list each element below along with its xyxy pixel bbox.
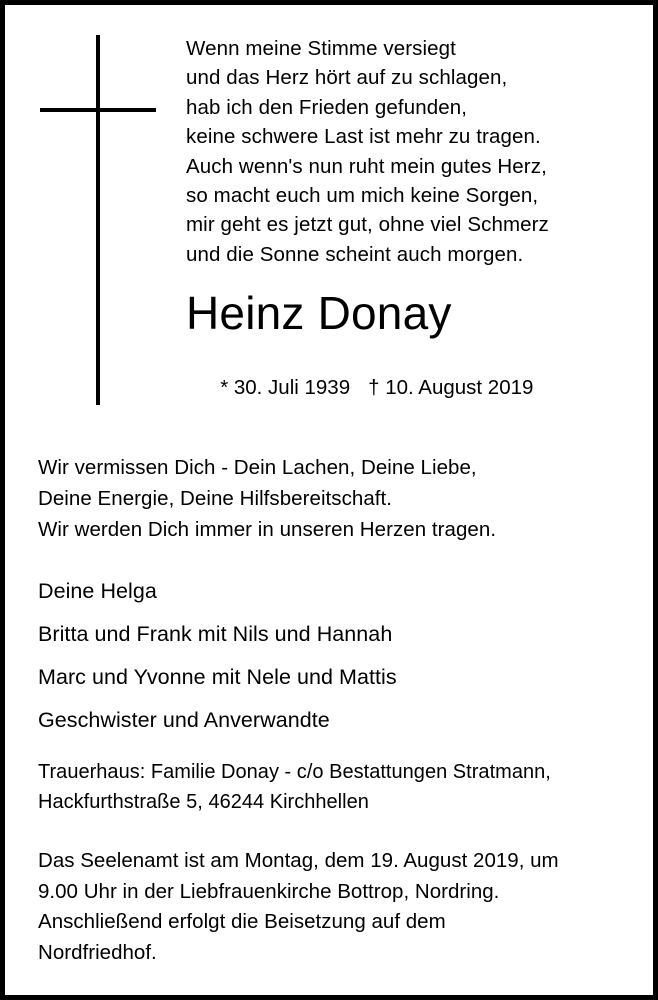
cross-horizontal-bar bbox=[40, 108, 156, 112]
poem-line: so macht euch um mich keine Sorgen, bbox=[186, 184, 539, 208]
tribute-line: Deine Energie, Deine Hilfsbereitschaft. bbox=[38, 487, 393, 510]
funeral-service-details bbox=[38, 846, 638, 968]
tribute-line: Wir werden Dich immer in unseren Herzen tragen. bbox=[38, 518, 497, 541]
poem-line: mir geht es jetzt gut, ohne viel Schmerz bbox=[186, 213, 549, 237]
poem-line: Wenn meine Stimme versiegt bbox=[186, 37, 456, 60]
life-dates bbox=[186, 349, 616, 427]
poem-line: hab ich den Frieden gefunden, bbox=[186, 95, 468, 119]
poem-line: keine schwere Last ist mehr zu tragen. bbox=[186, 125, 541, 149]
family-line: Britta und Frank mit Nils und Hannah bbox=[38, 622, 393, 646]
latin-cross-icon bbox=[35, 35, 160, 405]
birth-date: * 30. Juli 1939 bbox=[220, 376, 351, 399]
poem-line: und die Sonne scheint auch morgen. bbox=[186, 242, 524, 266]
family-line: Marc und Yvonne mit Nele und Mattis bbox=[38, 665, 397, 689]
death-date: † 10. August 2019 bbox=[368, 376, 534, 399]
deceased-name: Heinz Donay bbox=[186, 287, 452, 339]
tribute-line: Wir vermissen Dich - Dein Lachen, Deine Liebe, bbox=[38, 456, 477, 479]
poem-line: Auch wenn's nun ruht mein gutes Herz, bbox=[186, 154, 547, 178]
memorial-poem bbox=[186, 34, 606, 269]
service-line: Das Seelenamt ist am Montag, dem 19. August 2019, um bbox=[38, 849, 559, 872]
family-line: Deine Helga bbox=[38, 579, 157, 603]
mourning-house-address bbox=[38, 757, 638, 817]
tribute-message bbox=[38, 452, 638, 545]
service-line: 9.00 Uhr in der Liebfrauenkirche Bottrop, Nordring. bbox=[38, 879, 500, 903]
family-line: Geschwister und Anverwandte bbox=[38, 708, 330, 732]
cross-vertical-bar bbox=[96, 35, 100, 405]
poem-line: und das Herz hört auf zu schlagen, bbox=[186, 66, 508, 90]
service-line: Nordfriedhof. bbox=[38, 940, 157, 964]
deceased-identity bbox=[186, 287, 616, 427]
mourning-house-line: Trauerhaus: Familie Donay - c/o Bestattungen Stratmann, bbox=[38, 761, 551, 783]
surviving-family-list bbox=[38, 570, 638, 742]
mourning-house-line: Hackfurthstraße 5, 46244 Kirchhellen bbox=[38, 791, 369, 813]
service-line: Anschließend erfolgt die Beisetzung auf dem bbox=[38, 910, 446, 933]
